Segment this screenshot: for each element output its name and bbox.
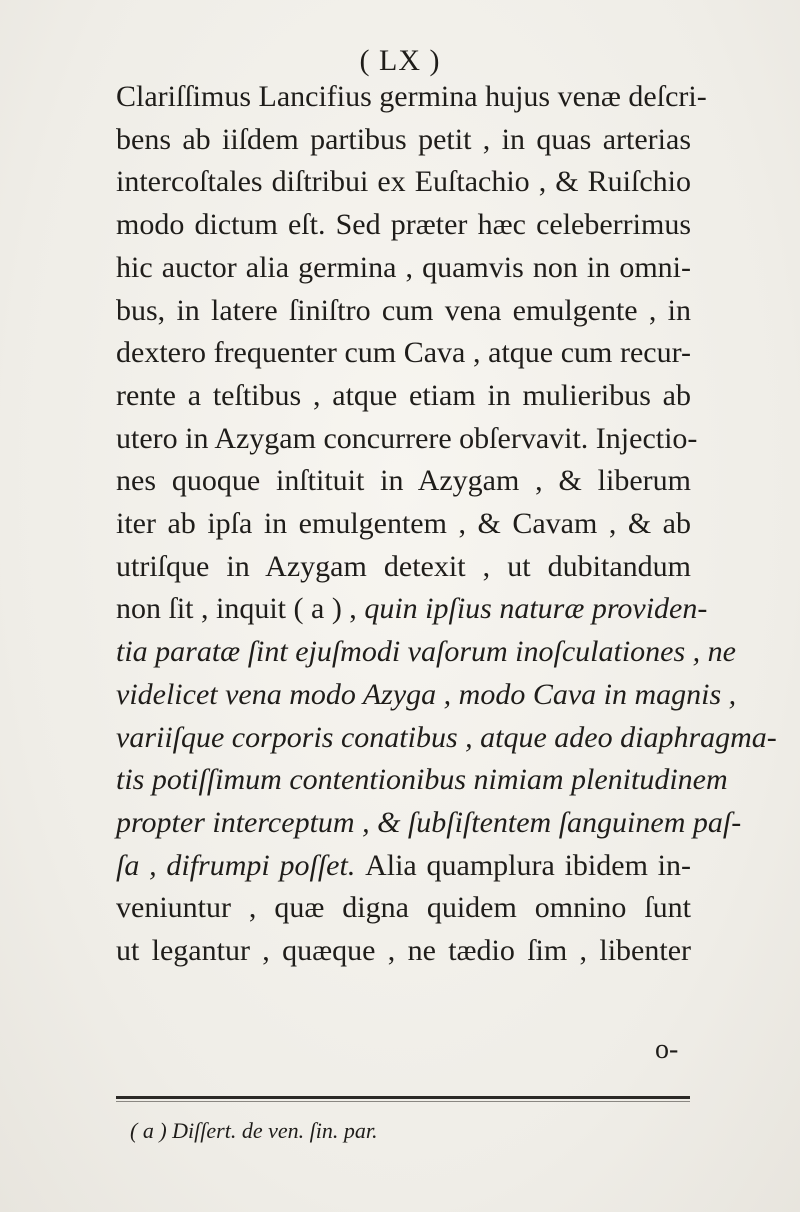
- italic-segment: quin ipſius naturæ providen-: [364, 592, 708, 626]
- text-line: utero in Azygam concurrere obſervavit. Injectio-: [116, 421, 698, 455]
- italic-segment: ſa , difrumpi poſſet.: [116, 848, 366, 882]
- italic-line: videlicet vena modo Azyga , modo Cava in magnis ,: [116, 677, 737, 711]
- text-line: bus, in latere ſiniſtro cum vena emulgente , in: [116, 293, 691, 327]
- text-line: hic auctor alia germina , quamvis non in omni-: [116, 250, 691, 284]
- text-line: veniuntur , quæ digna quidem omnino ſunt: [116, 891, 691, 925]
- text-line-mixed: [116, 588, 708, 631]
- text-line: dextero frequenter cum Cava , atque cum recur-: [116, 336, 691, 370]
- text-line: bens ab iiſdem partibus petit , in quas arterias: [116, 122, 691, 156]
- italic-line: tia paratæ ſint ejuſmodi vaſorum inoſculationes , ne: [116, 635, 736, 669]
- italic-line: tis potiſſimum contentionibus nimiam plenitudinem: [116, 763, 728, 797]
- text-line: modo dictum eſt. Sed præter hæc celeberrimus: [116, 208, 691, 242]
- italic-line: variiſque corporis conatibus , atque adeo diaphragma-: [116, 720, 777, 754]
- roman-segment: Alia quamplura ibidem in-: [365, 848, 691, 882]
- text-line: intercoſtales diſtribui ex Euſtachio , & Ruiſchio: [116, 165, 691, 199]
- footnote-rule-thin: [116, 1101, 690, 1102]
- footnote: ( a ) Diſſert. de ven. ſin. par.: [130, 1118, 378, 1143]
- footnote-rule: [116, 1096, 690, 1099]
- italic-line: propter interceptum , & ſubſiſtentem ſanguinem paſ-: [116, 805, 742, 839]
- text-line: rente a teſtibus , atque etiam in mulieribus ab: [116, 378, 691, 412]
- text-line: ut legantur , quæque , ne tædio ſim , libenter: [116, 934, 691, 968]
- text-line: iter ab ipſa in emulgentem , & Cavam , & ab: [116, 507, 691, 541]
- text-line: nes quoque inſtituit in Azygam , & liberum: [116, 464, 691, 498]
- catchword: o-: [655, 1034, 679, 1065]
- page-number: ( LX ): [359, 44, 441, 77]
- text-line-mixed: [116, 845, 691, 888]
- body-text: [116, 76, 777, 973]
- text-line: utriſque in Azygam detexit , ut dubitandum: [116, 549, 691, 583]
- text-line: Clariſſimus Lancifius germina hujus venæ deſcri-: [116, 80, 707, 113]
- roman-segment: non ſit , inquit ( a ) ,: [116, 592, 365, 626]
